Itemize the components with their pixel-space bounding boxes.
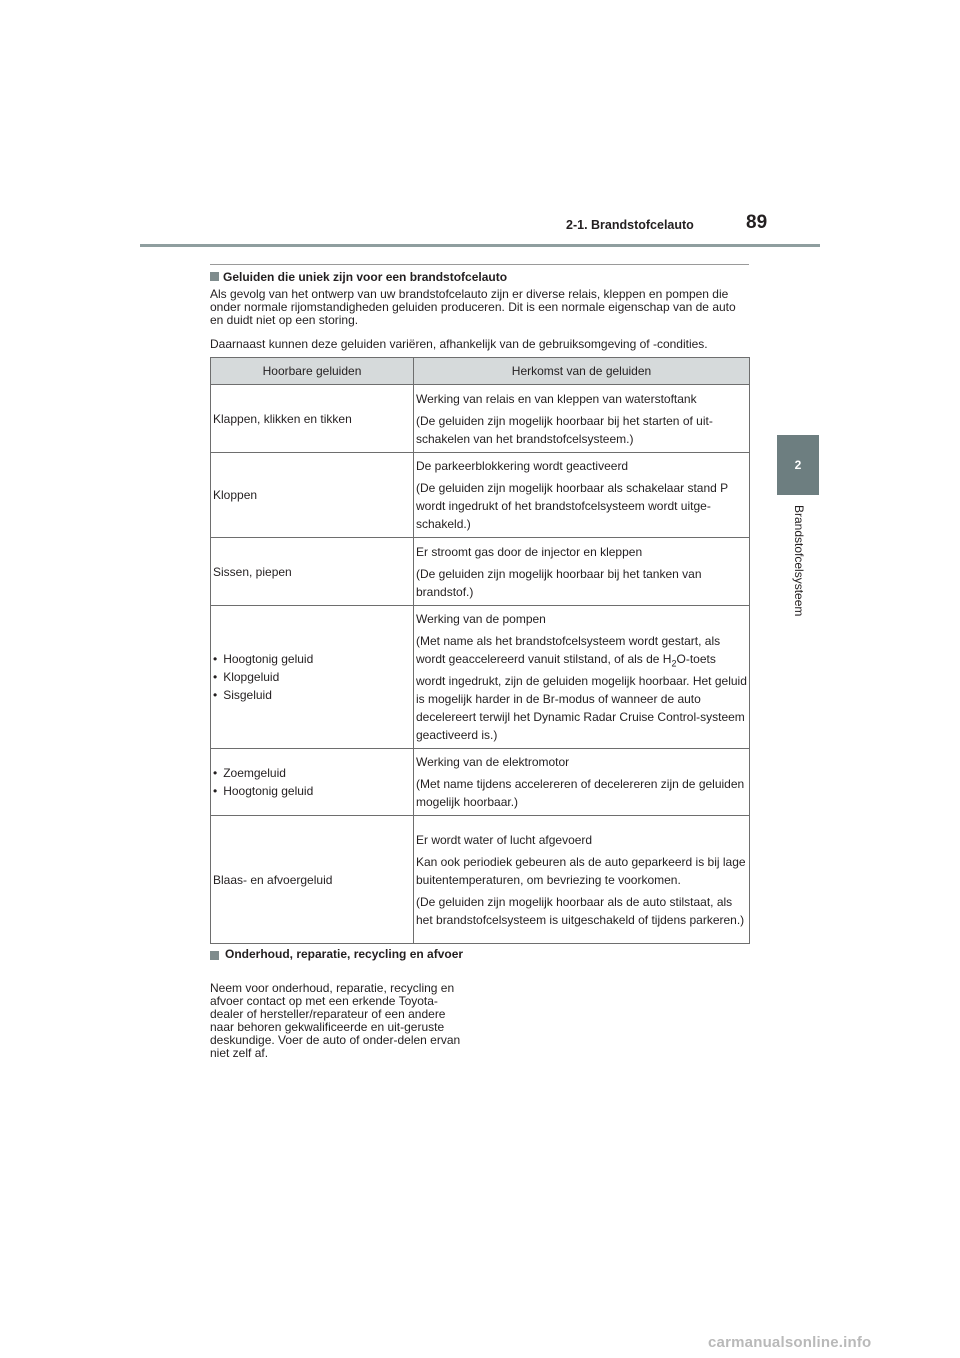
table-cell-origin bbox=[414, 385, 750, 453]
table-cell-origin bbox=[414, 816, 750, 944]
section-heading-sounds bbox=[210, 270, 750, 284]
maintenance-paragraph: Neem voor onderhoud, reparatie, recycling en afvoer contact op met een erkende Toyota-dealer of hersteller/reparateur of een andere naar behoren gekwalificeerde en uit-geruste deskundige. Voer de auto of onder-delen ervan niet zelf af. bbox=[210, 981, 461, 1060]
chapter-tab-number: 2 bbox=[794, 458, 802, 472]
chapter-tab-label: Brandstofcelsysteem bbox=[792, 505, 806, 617]
variation-paragraph: Daarnaast kunnen deze geluiden variëren, afhankelijk van de gebruiksomgeving of -condities. bbox=[210, 337, 708, 351]
origin-text-part2: O-toets wordt ingedrukt, zijn de geluiden mogelijk hoorbaar. Het geluid is mogelijk harder in de Br-modus of wanneer de auto decelereert terwijl het Dynamic Radar Cruise Control-systeem geactiveerd is.) bbox=[416, 652, 747, 743]
header-divider bbox=[140, 244, 820, 247]
origin-line: Er wordt water of lucht afgevoerd bbox=[416, 832, 593, 847]
table-row bbox=[211, 538, 750, 606]
table-row bbox=[211, 606, 750, 749]
section-heading-maintenance bbox=[210, 948, 470, 961]
section-heading-text: Onderhoud, reparatie, recycling en afvoer bbox=[225, 947, 464, 961]
table-cell-sound bbox=[211, 749, 414, 816]
table-cell-sound: Kloppen bbox=[211, 453, 414, 538]
sound-bullet: • Klopgeluid bbox=[213, 668, 411, 686]
sound-bullet: • Hoogtonig geluid bbox=[213, 650, 411, 668]
origin-line: Er stroomt gas door de injector en kleppen bbox=[416, 544, 643, 559]
table-cell-sound bbox=[211, 606, 414, 749]
subscript-2: 2 bbox=[671, 658, 677, 669]
origin-line bbox=[416, 632, 747, 744]
origin-line: Werking van de elektromotor bbox=[416, 755, 570, 770]
origin-line: Kan ook periodiek gebeuren als de auto geparkeerd is bij lage buitentemperaturen, om bevriezing te voorkomen. bbox=[416, 854, 746, 887]
origin-line: Werking van relais en van kleppen van waterstoftank bbox=[416, 391, 697, 406]
chapter-tab[interactable] bbox=[777, 435, 819, 495]
intro-paragraph: Als gevolg van het ontwerp van uw brandstofcelauto zijn er diverse relais, kleppen en pompen die onder normale rijomstandigheden geluiden produceren. Dit is een normale eigenschap van de auto en duidt niet op een storing. bbox=[210, 287, 736, 327]
section-heading-text: Geluiden die uniek zijn voor een brandstofcelauto bbox=[223, 270, 508, 284]
origin-text-part1: (Met name als het brandstofcelsysteem wordt gestart, als wordt geaccelereerd vanuit stilstand, of als de H bbox=[416, 634, 721, 666]
table-header-origin: Herkomst van de geluiden bbox=[414, 358, 750, 385]
sounds-table bbox=[210, 357, 750, 944]
table-cell-origin bbox=[414, 749, 750, 816]
origin-line: (De geluiden zijn mogelijk hoorbaar bij het tanken van brandstof.) bbox=[416, 566, 702, 599]
sound-bullet: • Hoogtonig geluid bbox=[213, 782, 411, 800]
table-cell-origin bbox=[414, 606, 750, 749]
origin-line: Werking van de pompen bbox=[416, 612, 546, 626]
sound-bullet: • Zoemgeluid bbox=[213, 764, 411, 782]
square-bullet-icon bbox=[210, 272, 219, 281]
page-number: 89 bbox=[746, 212, 768, 233]
section-divider bbox=[210, 264, 749, 265]
table-cell-sound: Klappen, klikken en tikken bbox=[211, 385, 414, 453]
table-cell-sound: Blaas- en afvoergeluid bbox=[211, 816, 414, 944]
square-bullet-icon bbox=[210, 951, 219, 960]
origin-line: De parkeerblokkering wordt geactiveerd bbox=[416, 459, 629, 473]
origin-line: (De geluiden zijn mogelijk hoorbaar bij het starten of uit-schakelen van het brandstofcelsysteem.) bbox=[416, 413, 713, 446]
table-row bbox=[211, 749, 750, 816]
table-row bbox=[211, 453, 750, 538]
origin-line: (Met name tijdens accelereren of decelereren zijn de geluiden mogelijk hoorbaar.) bbox=[416, 777, 745, 810]
origin-line: (De geluiden zijn mogelijk hoorbaar als schakelaar stand P wordt ingedrukt of het brandstofcelsysteem wordt uitge-schakeld.) bbox=[416, 481, 728, 531]
table-header-row bbox=[211, 358, 750, 385]
table-row bbox=[211, 385, 750, 453]
table-cell-origin bbox=[414, 453, 750, 538]
footer-watermark[interactable]: carmanualsonline.info bbox=[708, 1334, 872, 1351]
sound-bullet: • Sisgeluid bbox=[213, 686, 411, 704]
table-cell-origin bbox=[414, 538, 750, 606]
table-row bbox=[211, 816, 750, 944]
table-cell-sound: Sissen, piepen bbox=[211, 538, 414, 606]
header-section-title: 2-1. Brandstofcelauto bbox=[566, 218, 694, 232]
table-header-sounds: Hoorbare geluiden bbox=[211, 358, 414, 385]
origin-line: (De geluiden zijn mogelijk hoorbaar als de auto stilstaat, als het brandstofcelsysteem is uitgeschakeld of tijdens parkeren.) bbox=[416, 894, 745, 927]
